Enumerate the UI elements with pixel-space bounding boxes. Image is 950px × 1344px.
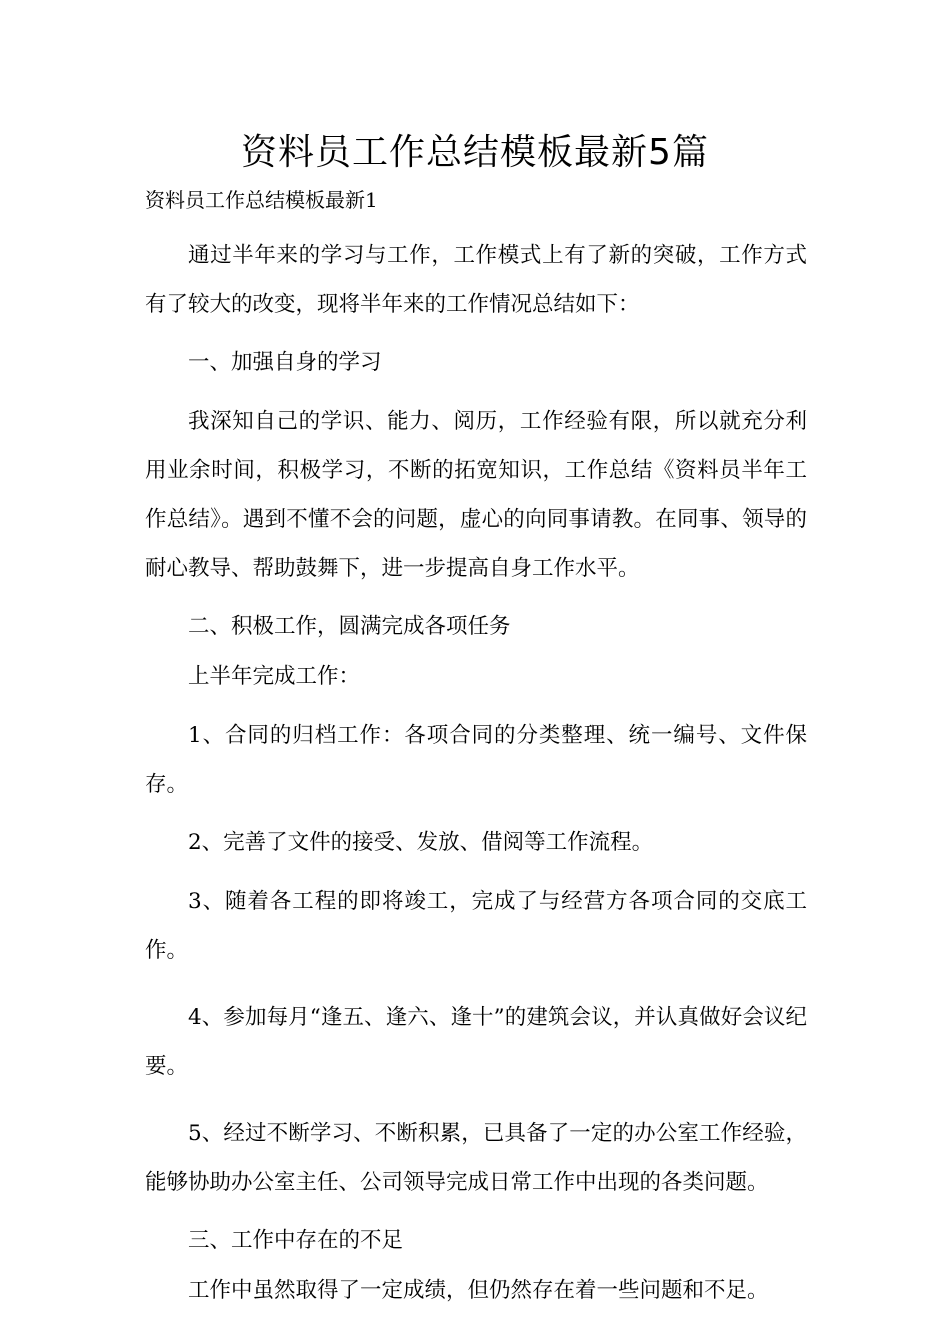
section-heading-3: 三、工作中存在的不足 [188, 1228, 404, 1253]
document-title: 资料员工作总结模板最新5篇 [241, 132, 709, 173]
paragraph-self-study: 我深知自己的学识、能力、阅历，工作经验有限，所以就充分利用业余时间，积极学习，不断的拓宽知识，工作总结《资料员半年工作总结》。遇到不懂不会的问题，虚心的向同事请教。在同事、领导的耐心教导、帮助鼓舞下，进一步提高自身工作水平。 [145, 409, 807, 581]
document-body [145, 231, 807, 1325]
paragraph-shortcomings: 工作中虽然取得了一定成绩，但仍然存在着一些问题和不足。 [188, 1278, 769, 1303]
section-heading-2: 二、积极工作，圆满完成各项任务 [188, 614, 511, 639]
paragraph-intro: 通过半年来的学习与工作，工作模式上有了新的突破，工作方式有了较大的改变，现将半年来的工作情况总结如下： [145, 243, 807, 317]
list-item-1: 1、合同的归档工作：各项合同的分类整理、统一编号、文件保存。 [145, 723, 807, 797]
list-item-5: 5、经过不断学习、不断积累，已具备了一定的办公室工作经验，能够协助办公室主任、公司领导完成日常工作中出现的各类问题。 [145, 1121, 807, 1195]
paragraph-work-list-intro: 上半年完成工作： [188, 664, 361, 689]
list-item-4: 4、参加每月“逢五、逢六、逢十”的建筑会议，并认真做好会议纪要。 [145, 1005, 807, 1079]
list-item-2: 2、完善了文件的接受、发放、借阅等工作流程。 [188, 830, 654, 855]
list-item-3: 3、随着各工程的即将竣工，完成了与经营方各项合同的交底工作。 [145, 889, 807, 963]
section-heading-1: 一、加强自身的学习 [188, 350, 382, 375]
document-subtitle: 资料员工作总结模板最新1 [145, 188, 378, 212]
